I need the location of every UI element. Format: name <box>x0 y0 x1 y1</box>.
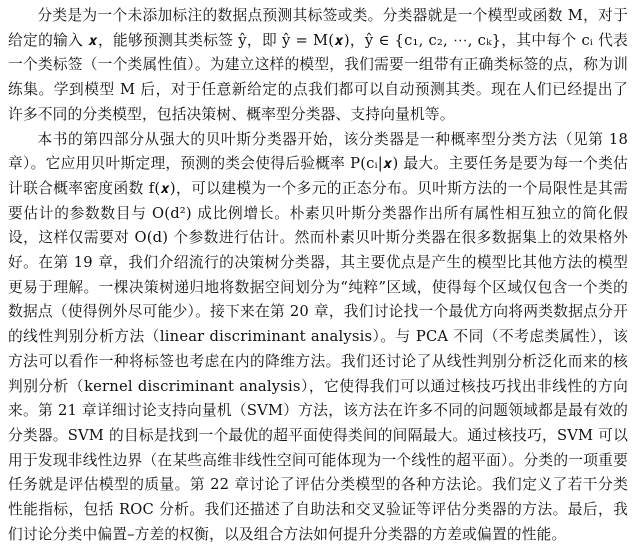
paragraph-intro: 分类是为一个未添加标注的数据点预测其标签或类。分类器就是一个模型或函数 M，对于给定的输入 𝒙，能够预测其类标签 ŷ，即 ŷ = M(𝒙)，ŷ ∈ {c₁, c₂, ⋯, cₖ}，其中每个 cᵢ 代表一个类标签（一个类属性值）。为建立这样的模型，我们需要一组带有正确类标签的点，称为训练集。学到模型 M 后，对于任意新给定的点我们都可以自动预测其类。现在人们已经提出了许多不同的分类模型，包括决策树、概率型分类器、支持向量机等。 <box>8 7 628 123</box>
paragraph-part-four-overview: 本书的第四部分从强大的贝叶斯分类器开始，该分类器是一种概率型分类方法（见第 18 章）。它应用贝叶斯定理，预测的类会使得后验概率 P(cᵢ|𝒙) 最大。主要任务是要为每一个类估计联合概率密度函数 f(𝒙)，可以建模为一个多元的正态分布。贝叶斯方法的一个局限性是其需要估计的参数数目与 O(d²) 成比例增长。朴素贝叶斯分类器作出所有属性相互独立的简化假设，这样仅需要对 O(d) 个参数进行估计。然而朴素贝叶斯分类器在很多数据集上的效果格外好。在第 19 章，我们介绍流行的决策树分类器，其主要优点是产生的模型比其他方法的模型更易于理解。一棵决策树递归地将数据空间划分为“纯粹”区域，使得每个区域仅包含一个类的数据点（使得例外尽可能少）。接下来在第 20 章，我们讨论找一个最优方向将两类数据点分开的线性判别分析方法（linear discriminant analysis）。与 PCA 不同（不考虑类属性），该方法可以看作一种将标签也考虑在内的降维方法。我们还讨论了从线性判别分析泛化而来的核判别分析（kernel discriminant analysis），它使得我们可以通过核技巧找出非线性的方向来。第 21 章详细讨论支持向量机（SVM）方法，该方法在许多不同的问题领域都是最有效的分类器。SVM 的目标是找到一个最优的超平面使得类间的间隔最大。通过核技巧，SVM 可以用于发现非线性边界（在某些高维非线性空间可能体现为一个线性的超平面）。分类的一项重要任务就是评估模型的质量。第 22 章讨论了评估分类模型的各种方法论。我们定义了若干分类性能指标，包括 ROC 分析。我们还描述了自助法和交叉验证等评估分类器的方法。最后，我们讨论分类中偏置–方差的权衡，以及组合方法如何提升分类器的方差或偏置的性能。 <box>8 130 628 543</box>
